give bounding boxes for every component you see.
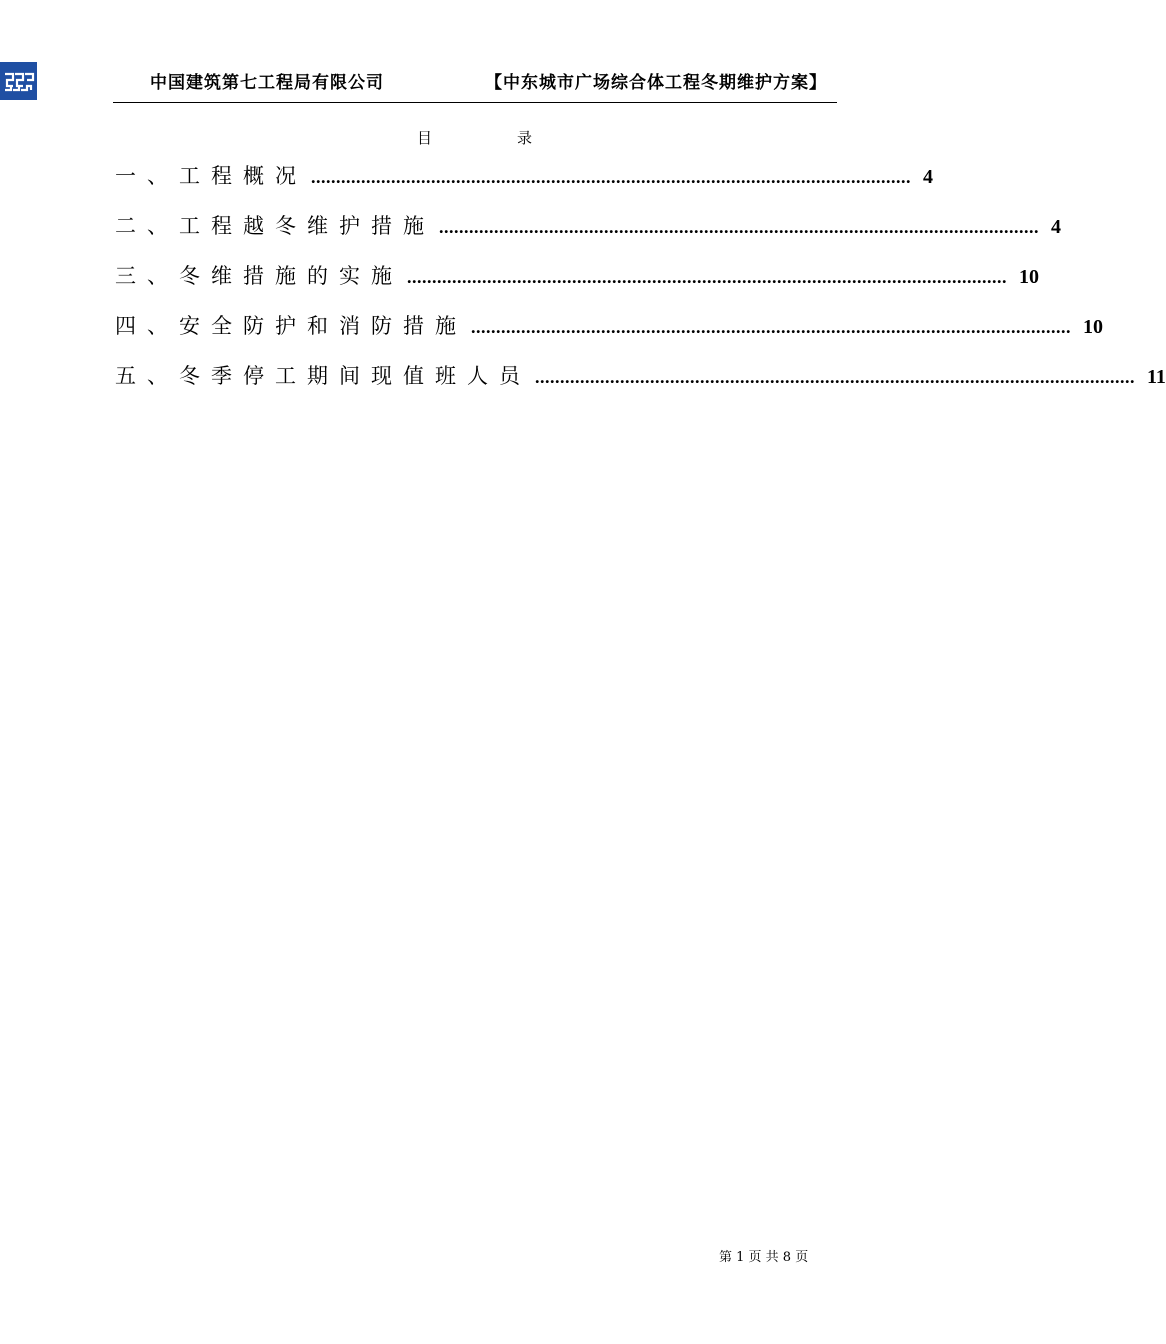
toc-entry-3[interactable] [115,260,1039,290]
company-logo-icon [0,62,37,100]
toc-entry-4[interactable] [115,310,1103,340]
toc-entry-label: 四、安全防护和消防措施 [115,314,467,338]
toc-entry-label: 二、工程越冬维护措施 [115,214,435,238]
toc-entry-1[interactable] [115,160,933,190]
header-divider [113,102,837,103]
toc-entry-label: 五、冬季停工期间现值班人员 [115,364,531,388]
toc-entry-page: 10 [1019,266,1039,288]
toc-entry-page: 4 [1051,216,1061,238]
toc-entry-label: 三、冬维措施的实施 [115,264,403,288]
toc-entry-label: 一、工程概况 [115,164,307,188]
toc-entry-page: 11 [1147,366,1166,388]
toc-entry-2[interactable] [115,210,1061,240]
toc-entry-page: 4 [923,166,933,188]
header-project-title: 【中东城市广场综合体工程冬期维护方案】 [485,73,827,93]
header-company-name: 中国建筑第七工程局有限公司 [150,73,384,93]
footer-page-info: 第 1 页 共 8 页 [719,1250,809,1265]
toc-leader-dots: ........................................................................................................................ [311,167,911,187]
toc-title-char-2: 录 [517,129,533,147]
toc-entry-page: 10 [1083,316,1103,338]
toc-title-char-1: 目 [417,129,433,147]
toc-entry-5[interactable] [115,360,1166,390]
toc-leader-dots: ........................................................................................................................ [407,267,1007,287]
toc-leader-dots: ........................................................................................................................ [471,317,1071,337]
toc-leader-dots: ........................................................................................................................ [439,217,1039,237]
toc-leader-dots: ........................................................................................................................ [535,367,1135,387]
